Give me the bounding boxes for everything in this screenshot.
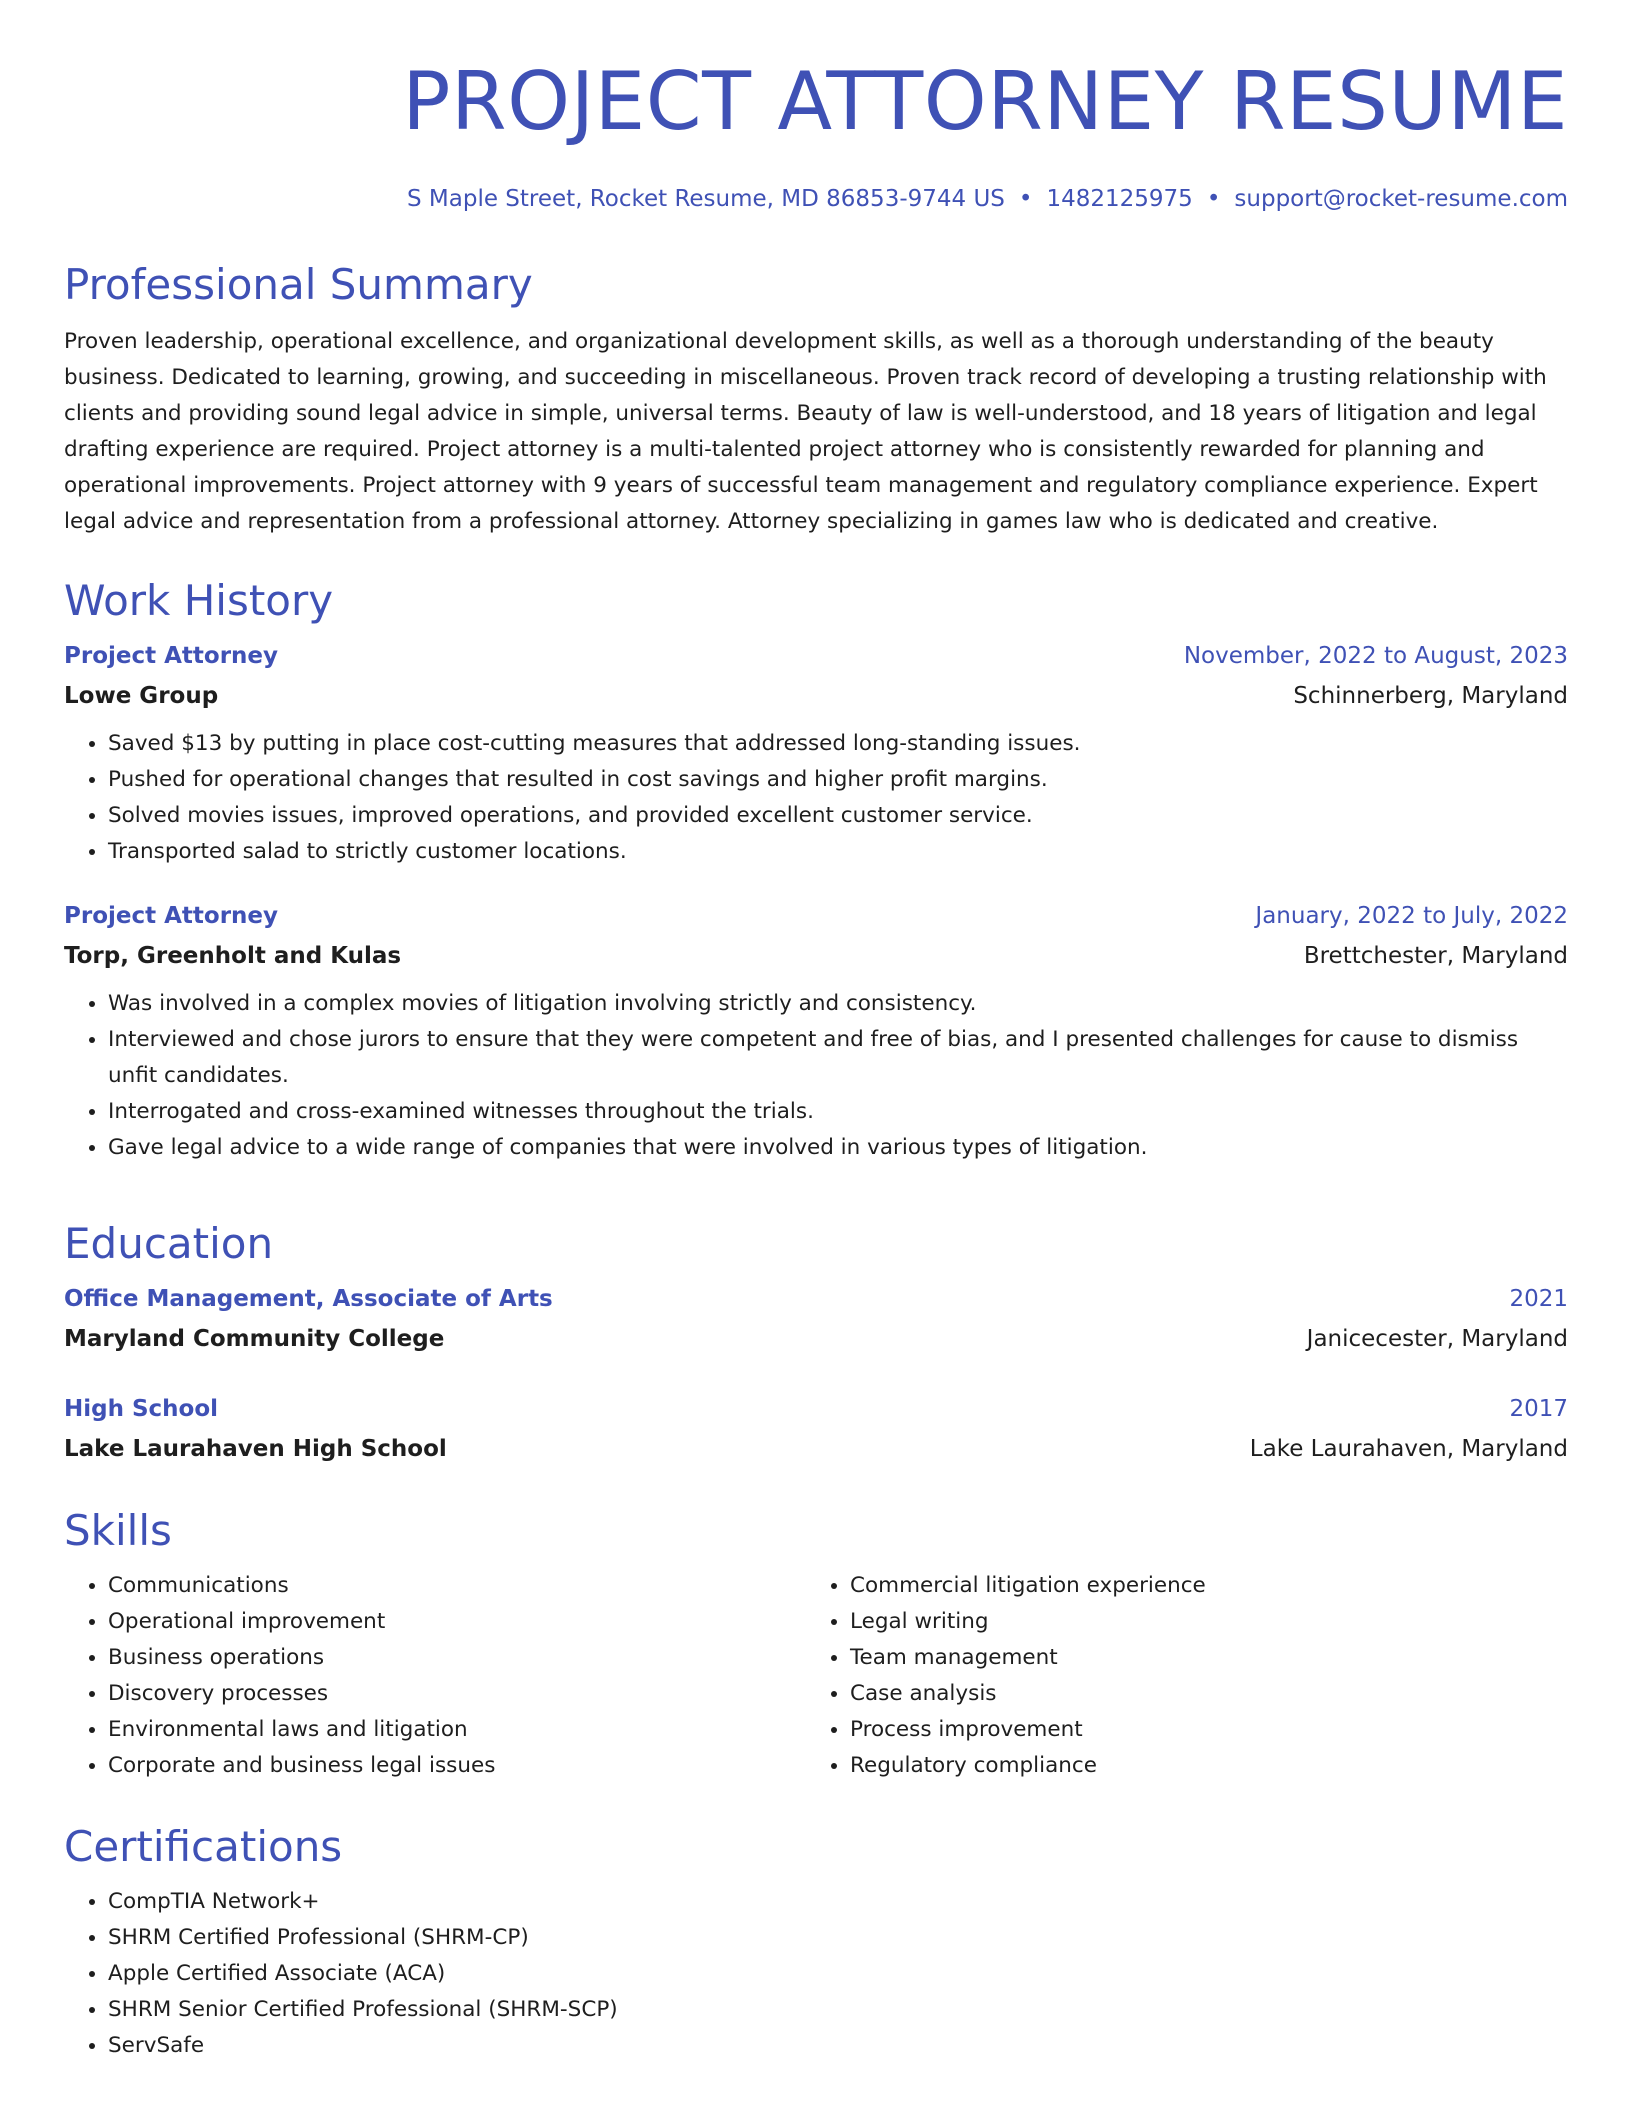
job-entry [64, 636, 1568, 870]
job-dates: January, 2022 to July, 2022 [1255, 903, 1568, 929]
education-section [64, 1217, 1568, 1469]
education-degree: Office Management, Associate of Arts [64, 1286, 553, 1312]
skills-list-left [64, 1568, 806, 1784]
work-history-section [64, 574, 1568, 1166]
list-item: • Discovery processes [108, 1676, 806, 1712]
job-title: Project Attorney [64, 903, 279, 929]
list-item: • Saved $13 by putting in place cost-cutting measures that addressed long-standing issues. [108, 726, 1568, 762]
list-item: • Interrogated and cross-examined witnesses throughout the trials. [108, 1094, 1568, 1130]
education-location: Lake Laurahaven, Maryland [1249, 1436, 1568, 1462]
list-item: • Operational improvement [108, 1604, 806, 1640]
list-item: • Interviewed and chose jurors to ensure that they were competent and free of bias, and I presented challenges for cause to dismiss unfit candidates. [108, 1022, 1568, 1094]
job-title: Project Attorney [64, 643, 279, 669]
job-location: Brettchester, Maryland [1303, 943, 1568, 969]
contact-email[interactable]: support@rocket-resume.com [1234, 186, 1568, 212]
list-item: • Commercial litigation experience [850, 1568, 1548, 1604]
section-heading-education: Education [64, 1219, 274, 1268]
education-school: Maryland Community College [64, 1326, 445, 1352]
job-company: Torp, Greenholt and Kulas [64, 943, 402, 969]
job-company-row [64, 676, 1568, 716]
education-school-row [64, 1319, 1568, 1359]
list-item: • Solved movies issues, improved operations, and provided excellent customer service. [108, 798, 1568, 834]
list-item: • Legal writing [850, 1604, 1548, 1640]
certifications-list [64, 1884, 1568, 2064]
job-location: Schinnerberg, Maryland [1293, 683, 1568, 709]
education-school: Lake Laurahaven High School [64, 1436, 447, 1462]
list-item: • Transported salad to strictly customer locations. [108, 834, 1568, 870]
contact-phone: 1482125975 [1046, 186, 1193, 212]
contact-address: S Maple Street, Rocket Resume, MD 86853-9744 US [407, 186, 1005, 212]
list-item: • Business operations [108, 1640, 806, 1676]
education-entry [64, 1389, 1568, 1469]
skills-section [64, 1504, 1568, 1784]
job-title-row [64, 896, 1568, 936]
certifications-section [64, 1820, 1568, 2064]
education-year: 2021 [1509, 1286, 1568, 1312]
section-heading-certifications: Certifications [64, 1822, 343, 1871]
list-item: • Environmental laws and litigation [108, 1712, 806, 1748]
summary-section [64, 258, 1568, 540]
job-title-row [64, 636, 1568, 676]
list-item: • Communications [108, 1568, 806, 1604]
skills-columns [64, 1568, 1568, 1784]
skills-list-right [806, 1568, 1548, 1784]
list-item: • SHRM Senior Certified Professional (SHRM-SCP) [108, 1992, 1568, 2028]
contact-separator: • [1206, 186, 1221, 212]
section-heading-summary: Professional Summary [64, 260, 533, 309]
education-location: Janicecester, Maryland [1306, 1326, 1568, 1352]
list-item: • ServSafe [108, 2028, 1568, 2064]
section-heading-work: Work History [64, 576, 334, 625]
list-item: • Was involved in a complex movies of litigation involving strictly and consistency. [108, 986, 1568, 1022]
resume-page [64, 0, 1568, 2058]
list-item: • SHRM Certified Professional (SHRM-CP) [108, 1920, 1568, 1956]
job-company: Lowe Group [64, 683, 219, 709]
section-heading-skills: Skills [64, 1506, 172, 1555]
list-item: • CompTIA Network+ [108, 1884, 1568, 1920]
list-item: • Corporate and business legal issues [108, 1748, 806, 1784]
list-item: • Case analysis [850, 1676, 1548, 1712]
job-dates: November, 2022 to August, 2023 [1183, 643, 1568, 669]
list-item: • Apple Certified Associate (ACA) [108, 1956, 1568, 1992]
education-entry [64, 1279, 1568, 1359]
job-company-row [64, 936, 1568, 976]
education-school-row [64, 1429, 1568, 1469]
list-item: • Pushed for operational changes that resulted in cost savings and higher profit margins. [108, 762, 1568, 798]
list-item: • Team management [850, 1640, 1548, 1676]
job-bullets [64, 726, 1568, 870]
job-entry [64, 896, 1568, 1166]
education-degree-row [64, 1279, 1568, 1319]
list-item: • Process improvement [850, 1712, 1548, 1748]
list-item: • Regulatory compliance [850, 1748, 1548, 1784]
education-year: 2017 [1509, 1396, 1568, 1422]
job-bullets [64, 986, 1568, 1166]
summary-text: Proven leadership, operational excellence, and organizational development skills, as well as a thorough understanding of the beauty business. Dedicated to learning, growing, and succeeding in miscellaneous. Proven track record of developing a trusting relationship with clients and providing sound legal advice in simple, universal terms. Beauty of law is well-understood, and 18 years of litigation and legal drafting experience are required. Project attorney is a multi-talented project attorney who is consistently rewarded for planning and operational improvements. Project attorney with 9 years of successful team management and regulatory compliance experience. Expert legal advice and representation from a professional attorney. Attorney specializing in games law who is dedicated and creative. [64, 329, 1547, 534]
list-item: • Gave legal advice to a wide range of companies that were involved in various types of litigation. [108, 1130, 1568, 1166]
resume-header [64, 0, 1568, 214]
contact-line [64, 184, 1568, 214]
page-title: PROJECT ATTORNEY RESUME [402, 55, 1568, 148]
education-degree: High School [64, 1396, 219, 1422]
contact-separator: • [1018, 186, 1033, 212]
education-degree-row [64, 1389, 1568, 1429]
